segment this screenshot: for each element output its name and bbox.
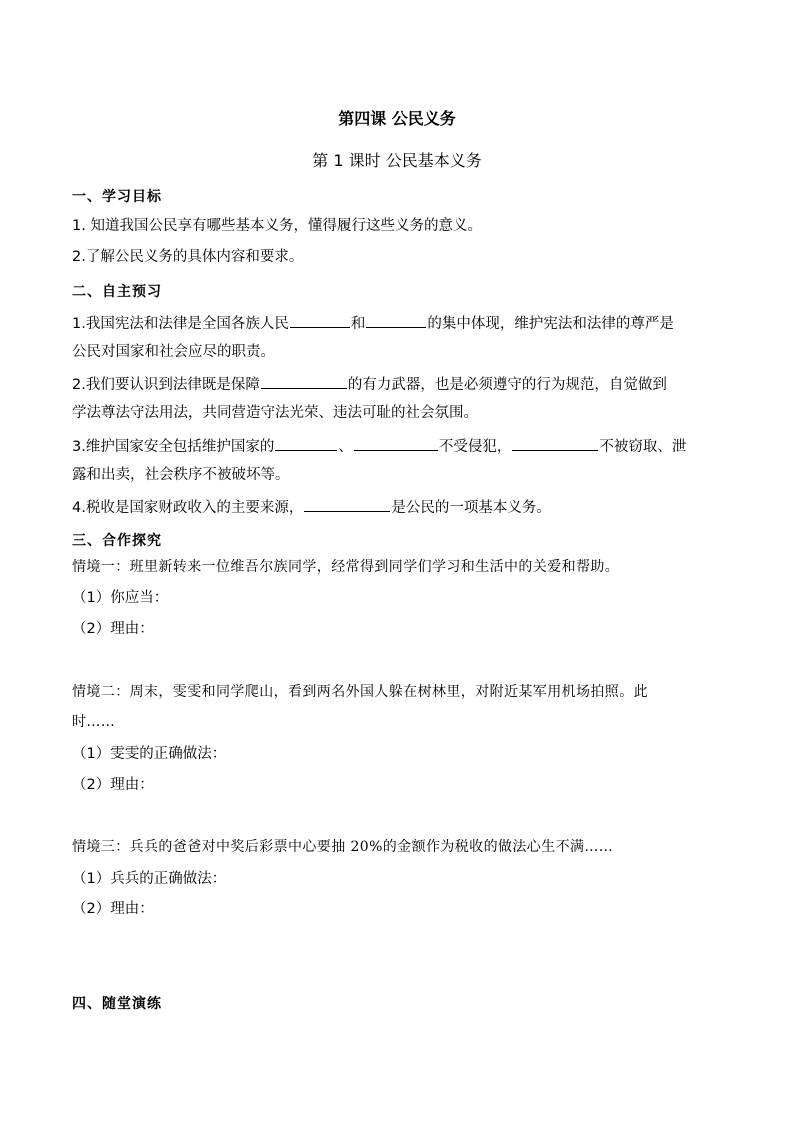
q2-text-b: 的有力武器，也是必须遵守的行为规范，自觉做到 [347,377,667,393]
fill-blank[interactable] [354,435,438,451]
scenario-1-question-2: （2）理由： [72,621,154,637]
section-heading-cooperation: 三、合作探究 [72,533,162,549]
objective-item-1: 1. 知道我国公民享有哪些基本义务，懂得履行这些义务的意义。 [72,218,482,234]
section-heading-preview: 二、自主预习 [72,284,162,300]
fill-blank[interactable] [304,496,390,512]
q2-text-a: 2.我们要认识到法律既是保障 [72,377,260,393]
objective-item-2: 2.了解公民义务的具体内容和要求。 [72,249,304,265]
page-subtitle: 第 1 课时 公民基本义务 [312,151,482,170]
scenario-2-question-2: （2）理由： [72,777,154,793]
scenario-3-question-2: （2）理由： [72,901,154,917]
section-heading-practice: 四、随堂演练 [72,996,162,1012]
q3-text-b: 、 [338,439,353,455]
scenario-1-text: 情境一：班里新转来一位维吾尔族同学，经常得到同学们学习和生活中的关爱和帮助。 [72,559,620,575]
preview-question-1-line-1 [72,312,722,334]
scenario-2-text-line-1: 情境二：周末，雯雯和同学爬山，看到两名外国人躲在树林里，对附近某军用机场拍照。此 [72,684,648,700]
preview-question-3-line-1 [72,435,722,457]
q4-text-a: 4.税收是国家财政收入的主要来源， [72,500,304,516]
q3-text-a: 3.维护国家安全包括维护国家的 [72,439,275,455]
q1-text-c: 的集中体现，维护宪法和法律的尊严是 [427,316,674,332]
preview-question-3-line-2: 露和出卖，社会秩序不被破坏等。 [72,467,290,483]
scenario-2-text-line-2: 时…… [72,714,116,730]
q3-text-c: 不受侵犯， [438,439,512,455]
preview-question-2-line-2: 学法尊法守法用法，共同营造守法光荣、违法可耻的社会氛围。 [72,405,478,421]
scenario-3-question-1: （1）兵兵的正确做法： [72,871,227,887]
fill-blank[interactable] [512,435,598,451]
scenario-1-question-1: （1）你应当： [72,590,169,606]
preview-question-4 [72,496,722,518]
fill-blank[interactable] [261,373,347,389]
fill-blank[interactable] [275,435,337,451]
q3-text-d: 不被窃取、泄 [599,439,687,455]
page-title: 第四课 公民义务 [338,109,456,128]
section-heading-objectives: 一、学习目标 [72,189,162,205]
q1-text-a: 1.我国宪法和法律是全国各族人民 [72,316,289,332]
fill-blank[interactable] [290,312,350,328]
q4-text-b: 是公民的一项基本义务。 [391,500,551,516]
preview-question-2-line-1 [72,373,722,395]
fill-blank[interactable] [366,312,426,328]
q1-text-b: 和 [350,316,366,332]
preview-question-1-line-2: 公民对国家和社会应尽的职责。 [72,344,275,360]
scenario-2-question-1: （1）雯雯的正确做法： [72,746,227,762]
scenario-3-text: 情境三：兵兵的爸爸对中奖后彩票中心要抽 20%的金额作为税收的做法心生不满…… [72,839,614,855]
